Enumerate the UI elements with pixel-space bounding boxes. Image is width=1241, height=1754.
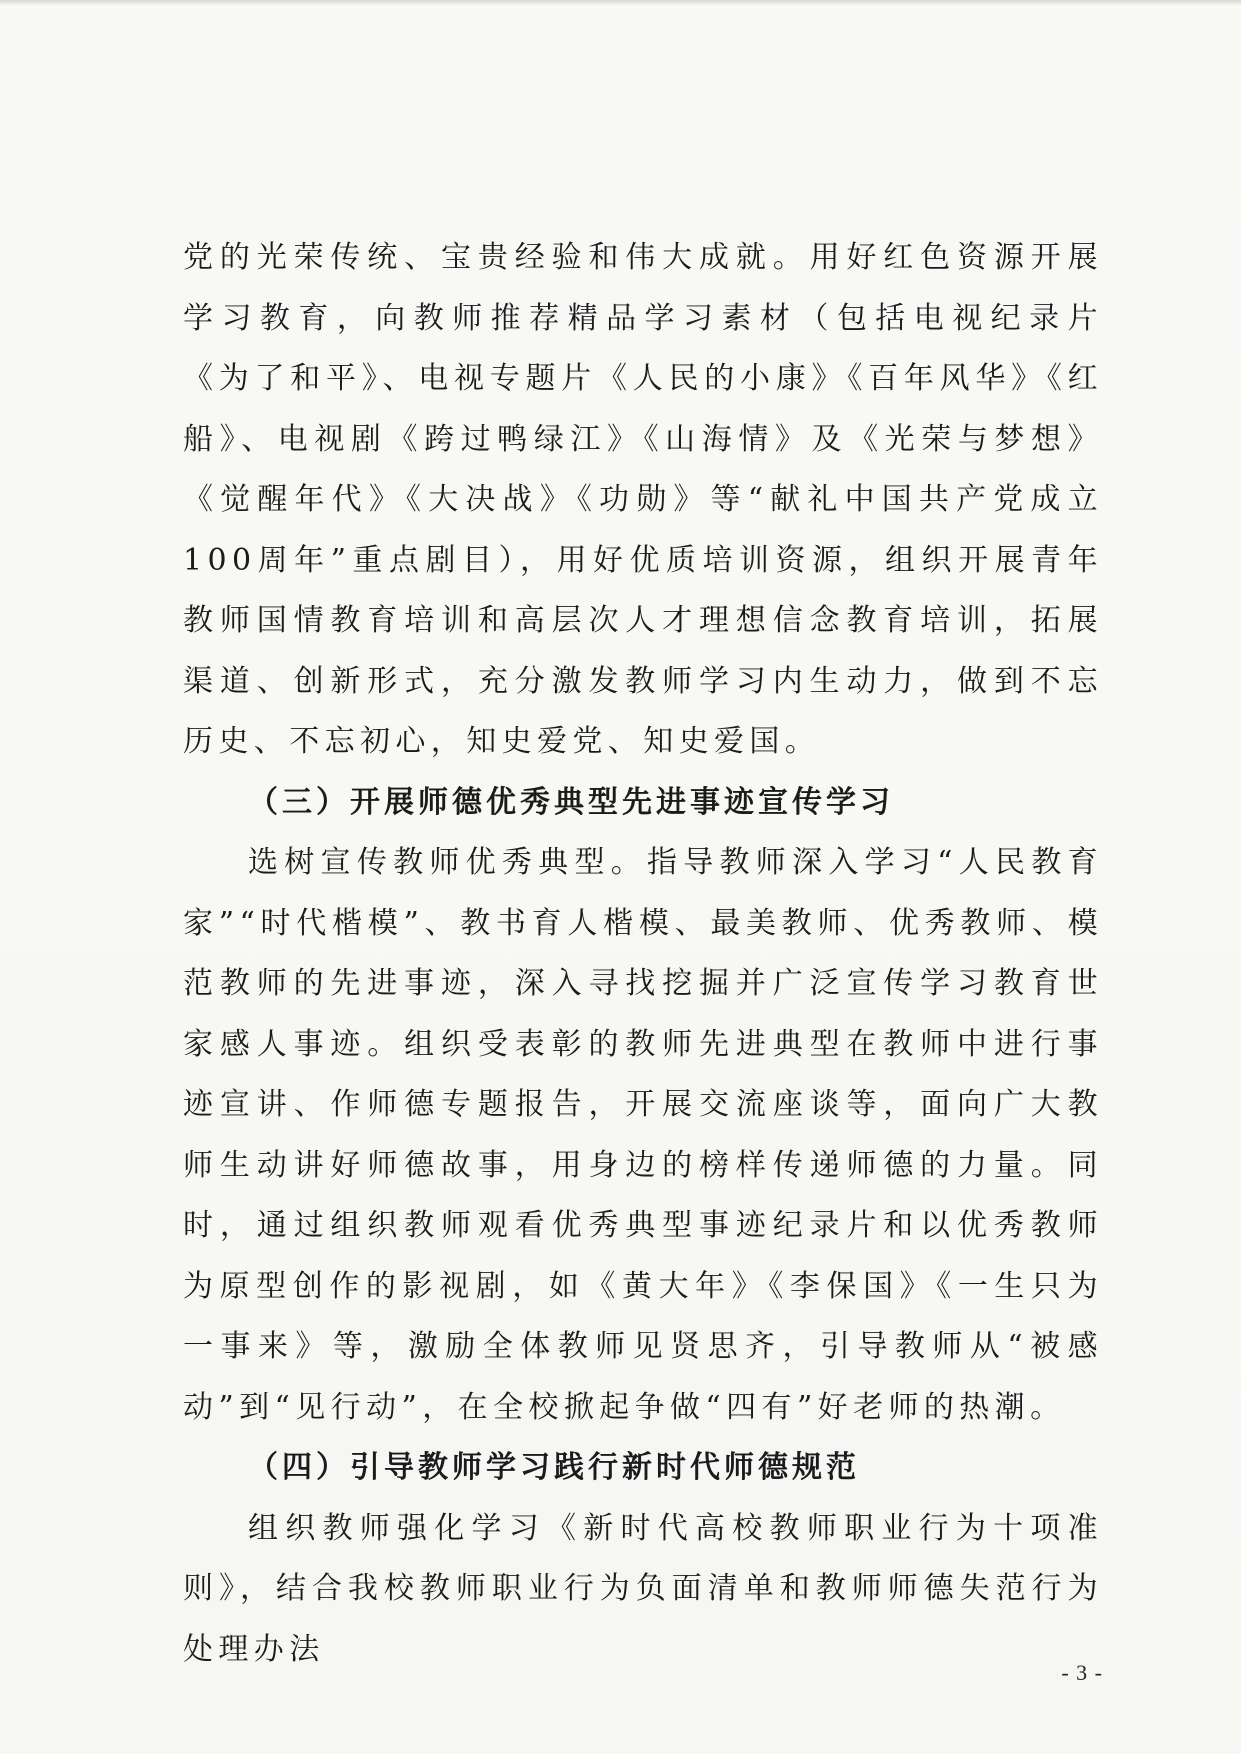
section-heading-3: （三）开展师德优秀典型先进事迹宣传学习 — [248, 784, 894, 820]
paragraph-2: 选树宣传教师优秀典型。指导教师深入学习“人民教育家”“时代楷模”、教书育人楷模、最美教师、优秀教师、模范教师的先进事迹，深入寻找挖掘并广泛宣传学习教育世家感人事迹。组织受表彰的教师先进典型在教师中进行事迹宣讲、作师德专题报告，开展交流座谈等，面向广大教师生动讲好师德故事，用身边的榜样传递师德的力量。同时，通过组织教师观看优秀典型事迹纪录片和以优秀教师为原型创作的影视剧，如《黄大年》《李保国》《一生只为一事来》等，激励全体教师见贤思齐，引导教师从“被感动”到“见行动”，在全校掀起争做“四有”好老师的热潮。 — [183, 845, 1103, 1425]
section-heading-4: （四）引导教师学习践行新时代师德规范 — [248, 1450, 860, 1485]
paragraph-3: 组织教师强化学习《新时代高校教师职业行为十项准则》，结合我校教师职业行为负面清单和教师师德失范行为处理办法 — [183, 1510, 1103, 1667]
document-body — [183, 228, 1103, 1680]
scan-top-edge — [0, 0, 1241, 6]
page-number: - 3 - — [1061, 1660, 1103, 1685]
paragraph-1: 党的光荣传统、宝贵经验和伟大成就。用好红色资源开展学习教育，向教师推荐精品学习素材（包括电视纪录片《为了和平》、电视专题片《人民的小康》《百年风华》《红船》、电视剧《跨过鸭绿江》《山海情》及《光荣与梦想》《觉醒年代》《大决战》《功勋》等“献礼中国共产党成立100周年”重点剧目），用好优质培训资源，组织开展青年教师国情教育培训和高层次人才理想信念教育培训，拓展渠道、创新形式，充分激发教师学习内生动力，做到不忘历史、不忘初心，知史爱党、知史爱国。 — [183, 240, 1103, 759]
